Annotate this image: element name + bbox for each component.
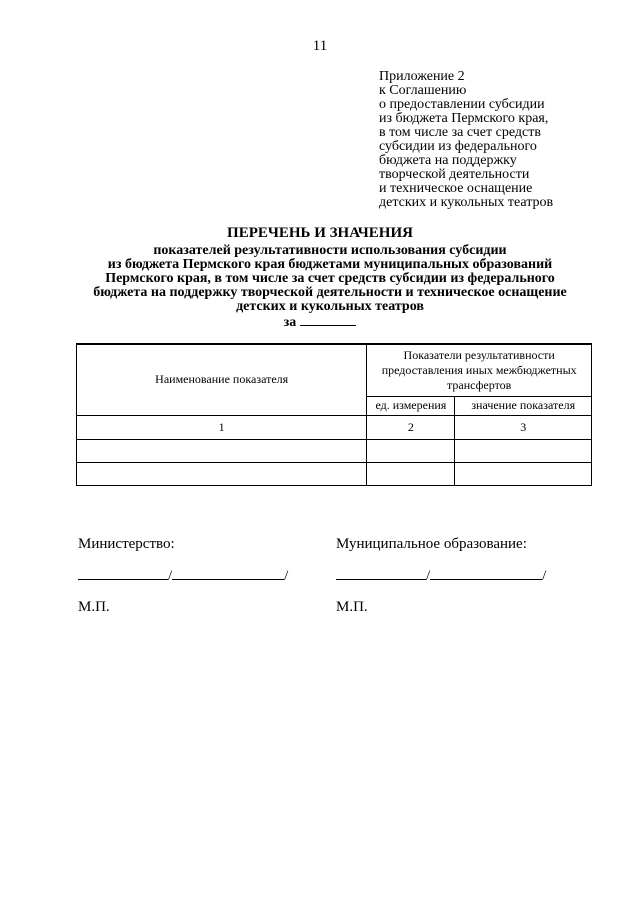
subtitle-line: из бюджета Пермского края бюджетами муниципальных образований [107,257,553,272]
subtitle-line: показателей результативности использования субсидии [153,243,507,258]
signature-slash: / [426,568,431,584]
header-indicator-name: Наименование показателя [77,344,367,415]
municipality-name-field[interactable] [430,566,542,580]
ministry-name-field[interactable] [172,566,284,580]
period-label: за [283,315,297,330]
header-unit: ед. измерения [367,396,455,415]
appendix-line: творческой деятельности [379,167,530,182]
ministry-signature-block [78,536,288,616]
table-cell[interactable] [367,462,455,485]
subtitle-line: детских и кукольных театров [236,299,424,314]
appendix-line: Приложение 2 [379,69,465,84]
period-line [0,314,640,331]
document-title: ПЕРЕЧЕНЬ И ЗНАЧЕНИЯ [227,225,413,241]
period-blank-field[interactable] [300,314,356,326]
appendix-line: субсидии из федерального [379,139,537,154]
signature-slash: / [542,568,547,584]
municipality-stamp-label: М.П. [336,599,368,615]
appendix-line: и техническое оснащение [379,181,533,196]
table-cell[interactable] [455,439,592,462]
subtitle-line: бюджета на поддержку творческой деятельности и техническое оснащение [93,285,567,300]
appendix-line: к Соглашению [379,83,467,98]
municipality-signature-field[interactable] [336,566,426,580]
appendix-line: в том числе за счет средств [379,125,541,140]
table-cell[interactable] [367,439,455,462]
table-cell[interactable] [77,439,367,462]
table-cell[interactable] [455,462,592,485]
column-number: 3 [455,415,592,439]
table-cell[interactable] [77,462,367,485]
appendix-line: о предоставлении субсидии [379,97,545,112]
document-subtitle [60,244,600,314]
appendix-line: детских и кукольных театров [379,195,554,210]
municipality-signature-block [336,536,546,616]
ministry-signature-field[interactable] [78,566,168,580]
table-header-row [77,344,592,396]
ministry-signature-line [78,566,288,584]
ministry-stamp-label: М.П. [78,599,110,615]
table-row [77,462,592,485]
indicators-table [76,343,592,486]
appendix-line: из бюджета Пермского края, [379,111,549,126]
signature-slash: / [284,568,289,584]
signature-slash: / [168,568,173,584]
table-row [77,439,592,462]
header-value: значение показателя [455,396,592,415]
column-number: 1 [77,415,367,439]
municipality-signature-line [336,566,546,584]
subtitle-line: Пермского края, в том числе за счет средств субсидии из федерального [105,271,555,286]
appendix-note [379,70,619,210]
header-indicators-group: Показатели результативности предоставления иных межбюджетных трансфертов [367,344,592,396]
page-number: 11 [312,38,328,54]
column-number: 2 [367,415,455,439]
appendix-line: бюджета на поддержку [379,153,517,168]
ministry-label: Министерство: [78,536,175,552]
table-numbering-row [77,415,592,439]
municipality-label: Муниципальное образование: [336,536,527,552]
